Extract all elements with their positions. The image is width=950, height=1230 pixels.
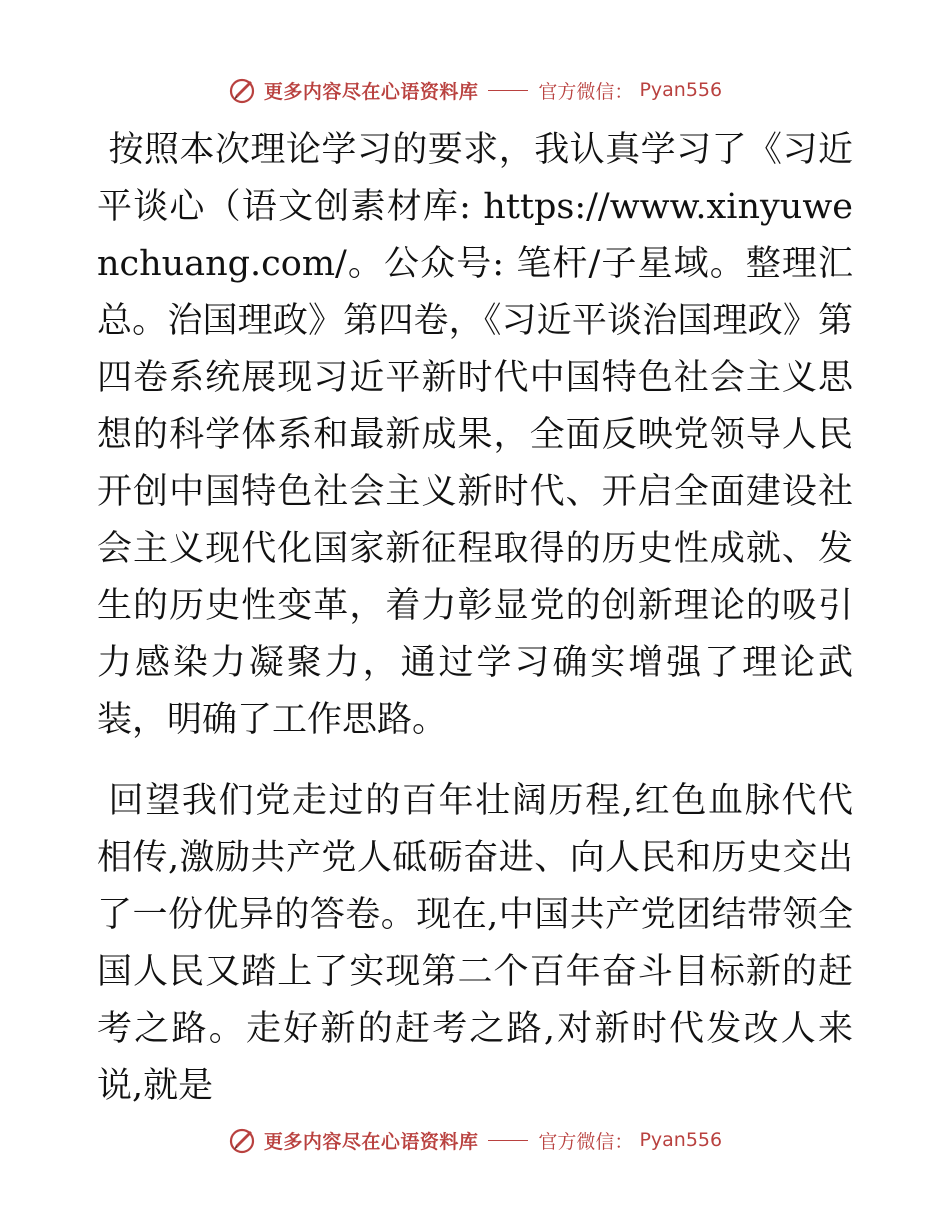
header-watermark: [0, 72, 950, 108]
banner-contact-value: Pyan556: [639, 1129, 723, 1151]
paragraph-2: 回望我们党走过的百年壮阔历程,红色血脉代代相传,激励共产党人砥砺奋进、向人民和历史交出了一份优异的答卷。现在,中国共产党团结带领全国人民又踏上了实现第二个百年奋斗目标新的赶考之路。走好新的赶考之路,对新时代发改人来说,就是: [97, 781, 853, 1106]
banner-divider: [488, 1140, 528, 1141]
banner-contact-label: 官方微信：: [538, 80, 634, 103]
pen-logo-icon: [228, 75, 258, 105]
banner-title: 更多内容尽在心语资料库: [263, 80, 479, 103]
banner-divider: [488, 90, 528, 91]
document-body: [97, 122, 853, 1115]
banner-contact-value: Pyan556: [639, 79, 723, 101]
paragraph-1: 按照本次理论学习的要求，我认真学习了《习近平谈心（语文创素材库: https://www.xinyuwenchuang.com/。公众号: 笔杆/子星域。整理汇总。治国理政》第四卷，《习近平谈治国理政》第四卷系统展现习近平新时代中国特色社会主义思想的科学体系和最新成果，全面反映党领导人民开创中国特色社会主义新时代、开启全面建设社会主义现代化国家新征程取得的历史性成就、发生的历史性变革，着力彰显党的创新理论的吸引力感染力凝聚力，通过学习确实增强了理论武装，明确了工作思路。: [97, 130, 853, 740]
banner-contact-label: 官方微信：: [538, 1130, 634, 1153]
pen-logo-icon: [228, 1125, 258, 1155]
banner-title: 更多内容尽在心语资料库: [263, 1130, 479, 1153]
footer-watermark: [0, 1122, 950, 1158]
